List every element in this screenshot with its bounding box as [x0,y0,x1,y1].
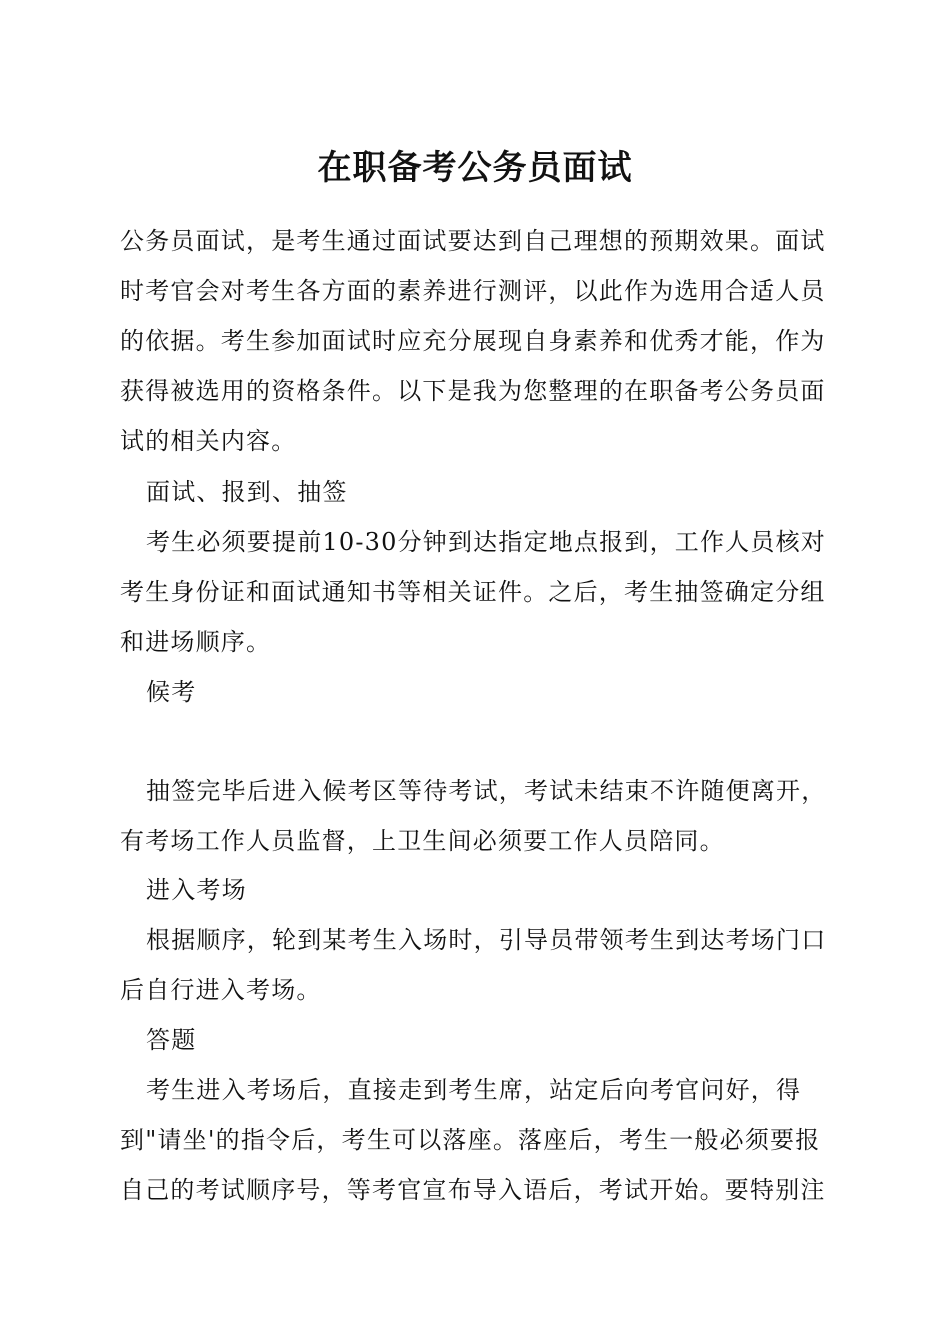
section-heading-waiting: 候考 [146,678,197,706]
section-body-registration: 考生必须要提前10-30分钟到达指定地点报到，工作人员核对考生身份证和面试通知书等相关证件。之后，考生抽签确定分组和进场顺序。 [120,528,826,656]
intro-paragraph: 公务员面试，是考生通过面试要达到自己理想的预期效果。面试时考官会对考生各方面的素养进行测评，以此作为选用合适人员的依据。考生参加面试时应充分展现自身素养和优秀才能，作为获得被选用的资格条件。以下是我为您整理的在职备考公务员面试的相关内容。 [120,227,826,455]
section-body-answering: 考生进入考场后，直接走到考生席，站定后向考官问好，得到"请坐'的指令后，考生可以落座。落座后，考生一般必须要报自己的考试顺序号，等考官宣布导入语后，考试开始。要特别注 [120,1076,826,1204]
section-heading-registration: 面试、报到、抽签 [146,478,348,506]
section-body-enter-room: 根据顺序，轮到某考生入场时，引导员带领考生到达考场门口后自行进入考场。 [120,926,827,1004]
document-title: 在职备考公务员面试 [317,148,633,188]
section-heading-enter-room: 进入考场 [146,876,247,904]
section-heading-answering: 答题 [146,1026,197,1054]
section-body-waiting: 抽签完毕后进入候考区等待考试，考试未结束不许随便离开，有考场工作人员监督，上卫生间必须要工作人员陪同。 [120,777,827,855]
